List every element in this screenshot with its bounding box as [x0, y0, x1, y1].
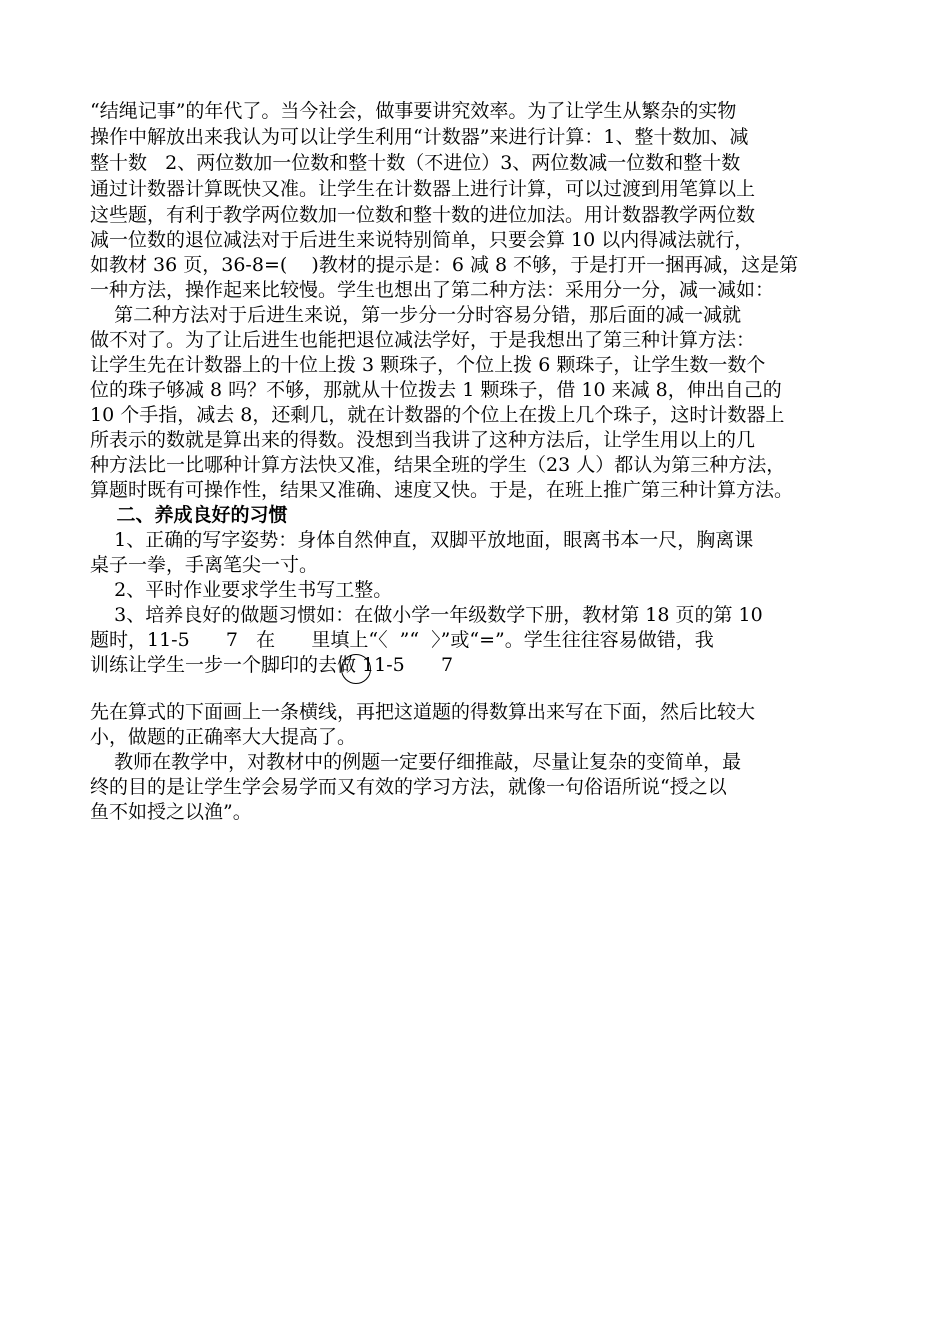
paragraph-line: 如教材 36 页，36-8=( )教材的提示是：6 减 8 不够，于是打开一捆再减，这是第 — [90, 254, 799, 276]
paragraph-line: 题时，11-5 7 在 里填上“〈 ”“ 〉”或“=”。学生往往容易做错，我 — [90, 629, 714, 651]
paragraph-line: 桌子一拳，手离笔尖一寸。 — [90, 554, 319, 576]
paragraph-line: 训练让学生一步一个脚印的去做 11-5 7 — [90, 654, 454, 676]
paragraph-line: 小，做题的正确率大大提高了。 — [90, 726, 357, 748]
paragraph-line: 整十数 2、两位数加一位数和整十数（不进位）3、两位数减一位数和整十数 — [90, 152, 741, 174]
paragraph-line: 算题时既有可操作性，结果又准确、速度又快。于是，在班上推广第三种计算方法。 — [90, 479, 794, 501]
paragraph-line: 3、培养良好的做题习惯如：在做小学一年级数学下册，教材第 18 页的第 10 — [90, 604, 763, 626]
paragraph-line: 1、正确的写字姿势：身体自然伸直，双脚平放地面，眼离书本一尺，胸离课 — [90, 529, 754, 551]
paragraph-line: 鱼不如授之以渔”。 — [90, 801, 252, 823]
paragraph-line: 让学生先在计数器上的十位上拨 3 颗珠子，个位上拨 6 颗珠子，让学生数一数个 — [90, 354, 766, 376]
paragraph-line: 所表示的数就是算出来的得数。没想到当我讲了这种方法后，让学生用以上的几 — [90, 429, 756, 451]
paragraph-line: 通过计数器计算既快又准。让学生在计数器上进行计算，可以过渡到用笔算以上 — [90, 178, 756, 200]
paragraph-line: 种方法比一比哪种计算方法快又准，结果全班的学生（23 人）都认为第三种方法， — [90, 454, 786, 476]
paragraph-line: 先在算式的下面画上一条横线，再把这道题的得数算出来写在下面，然后比较大 — [90, 701, 756, 723]
paragraph-line: 做不对了。为了让后进生也能把退位减法学好，于是我想出了第三种计算方法： — [90, 329, 756, 351]
paragraph-line: 2、平时作业要求学生书写工整。 — [90, 579, 393, 601]
paragraph-line: “结绳记事”的年代了。当今社会，做事要讲究效率。为了让学生从繁杂的实物 — [90, 100, 737, 122]
paragraph-line: 这些题，有利于教学两位数加一位数和整十数的进位加法。用计数器教学两位数 — [90, 204, 756, 226]
paragraph-line: 10 个手指，减去 8，还剩几，就在计数器的个位上在拨上几个珠子，这时计数器上 — [90, 404, 785, 426]
blank-circle-shape — [341, 654, 371, 684]
paragraph-line: 教师在教学中，对教材中的例题一定要仔细推敲，尽量让复杂的变简单，最 — [90, 751, 742, 773]
paragraph-line: 减一位数的退位减法对于后进生来说特别简单，只要会算 10 以内得减法就行， — [90, 229, 754, 251]
paragraph-line: 终的目的是让学生学会易学而又有效的学习方法，就像一句俗语所说“授之以 — [90, 776, 727, 798]
paragraph-line: 位的珠子够减 8 吗？不够，那就从十位拨去 1 颗珠子，借 10 来减 8，伸出自己的 — [90, 379, 782, 401]
paragraph-line: 第二种方法对于后进生来说，第一步分一分时容易分错，那后面的减一减就 — [90, 304, 742, 326]
paragraph-line: 操作中解放出来我认为可以让学生利用“计数器”来进行计算：1、整十数加、减 — [90, 126, 749, 148]
section-heading: 二、养成良好的习惯 — [90, 504, 288, 526]
paragraph-line: 一种方法，操作起来比较慢。学生也想出了第二种方法：采用分一分，减一减如： — [90, 279, 775, 301]
